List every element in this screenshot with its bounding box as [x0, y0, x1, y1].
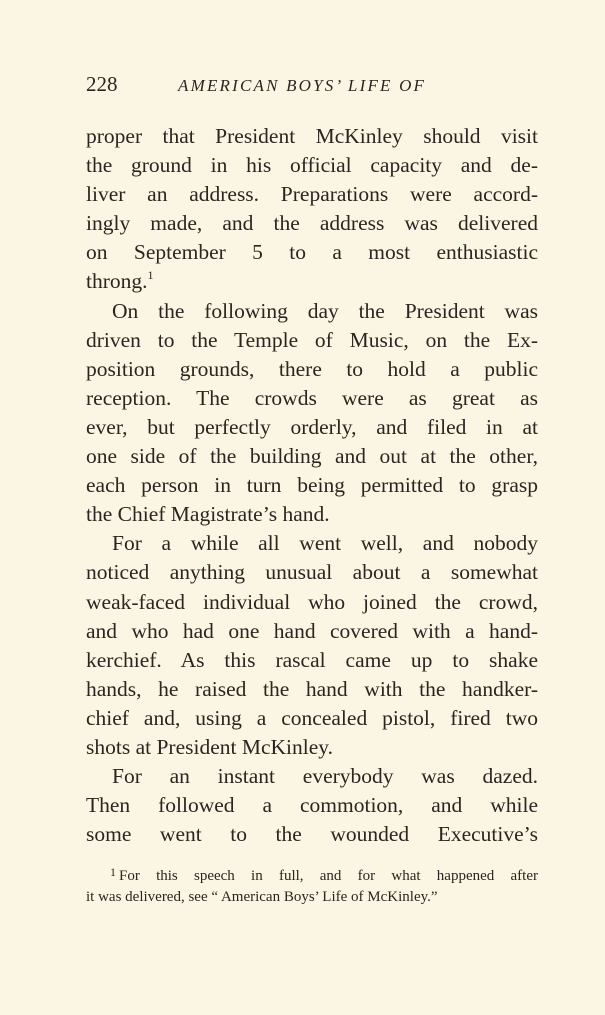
text-line: driven to the Temple of Music, on the Ex-: [86, 327, 538, 352]
text-line: ingly made, and the address was delivered: [86, 211, 538, 236]
running-title: AMERICAN BOYS’ LIFE OF: [178, 76, 427, 95]
text-line: the ground in his official capacity and de-: [86, 153, 538, 178]
text-line: ever, but perfectly orderly, and filed in at: [86, 414, 538, 439]
text-line: For a while all went well, and nobody: [112, 531, 538, 556]
footnote-reference: 1: [147, 268, 154, 283]
text-line: some went to the wounded Executive’s: [86, 822, 538, 847]
text-line: Then followed a commotion, and while: [86, 793, 538, 818]
footnote-line: [86, 866, 538, 887]
footnote-mark: 1: [110, 865, 116, 879]
body-text: [86, 122, 538, 849]
text-line: position grounds, there to hold a public: [86, 356, 538, 381]
text-line-content: throng.: [86, 269, 148, 294]
text-line: hands, he raised the hand with the handker-: [86, 676, 538, 701]
footnote: [86, 866, 538, 908]
running-head: [86, 72, 546, 102]
text-line: For an instant everybody was dazed.: [112, 764, 538, 789]
text-line: proper that President McKinley should visit: [86, 124, 538, 148]
text-line: liver an address. Preparations were accord-: [86, 182, 538, 207]
text-line: and who had one hand covered with a hand-: [86, 618, 538, 643]
text-line: each person in turn being permitted to grasp: [86, 473, 538, 498]
text-line: reception. The crowds were as great as: [86, 385, 538, 410]
text-line: shots at President McKinley.: [86, 734, 334, 759]
footnote-text: For this speech in full, and for what happened after: [119, 868, 538, 884]
text-line: one side of the building and out at the other,: [86, 444, 538, 469]
text-line: On the following day the President was: [112, 298, 538, 323]
footnote-line: it was delivered, see “ American Boys’ Life of McKinley.”: [86, 889, 438, 905]
page-number: 228: [86, 72, 118, 96]
text-line: weak-faced individual who joined the crowd,: [86, 589, 538, 614]
text-line: noticed anything unusual about a somewhat: [86, 560, 538, 585]
text-line: the Chief Magistrate’s hand.: [86, 502, 330, 527]
text-line: [86, 267, 538, 296]
text-line: on September 5 to a most enthusiastic: [86, 240, 538, 265]
text-line: chief and, using a concealed pistol, fired two: [86, 705, 538, 730]
text-line: kerchief. As this rascal came up to shake: [86, 647, 538, 672]
